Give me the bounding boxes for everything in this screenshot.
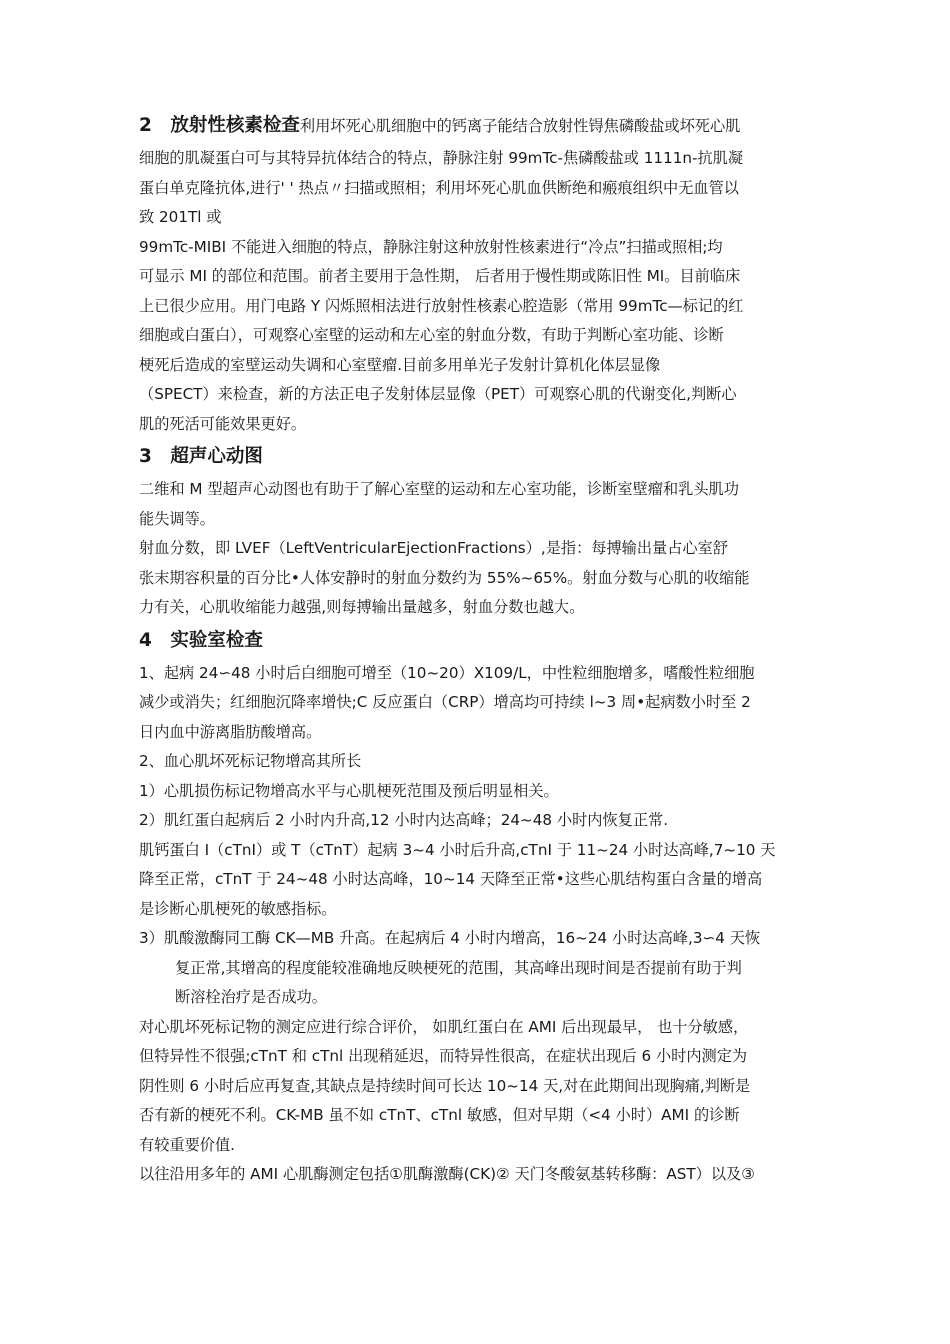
section2-first-line xyxy=(139,108,815,144)
section4-line: 以往沿用多年的 AMI 心肌酶测定包括①肌酶激酶(CK)② 天门冬酸氨基转移酶：AST）以及③ xyxy=(139,1165,755,1183)
section3-line: 二维和 M 型超声心动图也有助于了解心室壁的运动和左心室功能，诊断室壁瘤和乳头肌功 xyxy=(139,480,739,498)
section2-line: 细胞或白蛋白），可观察心室壁的运动和左心室的射血分数，有助于判断心室功能、诊断 xyxy=(139,326,724,344)
section4-heading: 4 实验室检查 xyxy=(139,629,263,651)
section2-line: 上已很少应用。用门电路 Y 闪烁照相法进行放射性核素心腔造影（常用 99mTc—标记的红 xyxy=(139,296,744,315)
section4-line: 有较重要价值. xyxy=(139,1135,235,1154)
section4-line: 否有新的梗死不利。CK-MB 虽不如 cTnT、cTnl 敏感，但对早期（<4 小时）AMI 的诊断 xyxy=(139,1106,740,1124)
section3-line: 力有关，心肌收缩能力越强,则每搏输出量越多，射血分数也越大。 xyxy=(139,598,585,616)
section2-heading: 2 放射性核素检查 xyxy=(139,115,300,136)
section4-line: 2）肌红蛋白起病后 2 小时内升高,12 小时内达高峰；24~48 小时内恢复正常. xyxy=(139,811,669,829)
section4-line: 阴性则 6 小时后应再复查,其缺点是持续时间可长达 10~14 天,对在此期间出现胸痛,判断是 xyxy=(139,1076,751,1095)
section4-line: 1）心肌损伤标记物增高水平与心肌梗死范围及预后明显相关。 xyxy=(139,781,559,800)
section3-line: 射血分数，即 LVEF（LeftVentricularEjectionFractions）,是指：每搏输出量占心室舒 xyxy=(139,539,728,557)
section4-line: 但特异性不很强;cTnT 和 cTnl 出现稍延迟，而特异性很高，在症状出现后 6 小时内测定为 xyxy=(139,1047,748,1065)
section4-line: 日内血中游离脂肪酸增高。 xyxy=(139,722,322,741)
section2-line: 肌的死活可能效果更好。 xyxy=(139,414,307,433)
section2-line: 致 201Tl 或 xyxy=(139,208,222,226)
document-body xyxy=(139,108,815,1190)
section4-line: 是诊断心肌梗死的敏感指标。 xyxy=(139,899,337,918)
section4-line: 减少或消失；红细胞沉降率增快;C 反应蛋白（CRP）增高均可持续 l~3 周•起病数小时至 2 xyxy=(139,693,751,711)
section4-line: 3）肌酸激酶同工酶 CK—MB 升高。在起病后 4 小时内增高，16~24 小时达高峰,3∽4 天恢 xyxy=(139,929,761,947)
section4-line: 降至正常，cTnT 于 24~48 小时达高峰，10~14 天降至正常•这些心肌结构蛋白含量的增高 xyxy=(139,870,763,888)
section4-line: 肌钙蛋白 I（cTnI）或 T（cTnT）起病 3~4 小时后升高,cTnI 于 11~24 小时达高峰,7~10 天 xyxy=(139,840,776,859)
section4-line: 2、血心肌坏死标记物增高其所长 xyxy=(139,752,362,770)
section4-indented-line: 复正常,其增高的程度能较准确地反映梗死的范围，其高峰出现时间是否提前有助于判 xyxy=(175,958,742,977)
section2-line: 梗死后造成的室壁运动失调和心室壁瘤.目前多用单光子发射计算机化体层显像 xyxy=(139,355,661,374)
section4-indented-line: 断溶栓治疗是否成功。 xyxy=(175,988,327,1006)
section2-line: （SPECT）来检查，新的方法正电子发射体层显像（PET）可观察心肌的代谢变化,判断心 xyxy=(139,385,737,403)
section4-line: 对心肌坏死标记物的测定应进行综合评价， 如肌红蛋白在 AMI 后出现最早， 也十分敏感， xyxy=(139,1017,749,1036)
section4-line: 1、起病 24∽48 小时后白细胞可增至（10~20）X109/L，中性粒细胞增多，嗜酸性粒细胞 xyxy=(139,663,755,682)
section2-line: 细胞的肌凝蛋白可与其特异抗体结合的特点，静脉注射 99mTc-焦磷酸盐或 1111n-抗肌凝 xyxy=(139,149,744,167)
section2-line: 蛋白单克隆抗体,进行' ' 热点〃扫描或照相；利用坏死心肌血供断绝和瘢痕组织中无血管以 xyxy=(139,178,739,197)
section2-text: 利用坏死心肌细胞中的钙离子能结合放射性锝焦磷酸盐或坏死心肌 xyxy=(299,117,741,135)
section3-heading: 3 超声心动图 xyxy=(139,446,263,467)
section3-line: 能失调等。 xyxy=(139,509,215,528)
section2-line: 可显示 MI 的部位和范围。前者主要用于急性期， 后者用于慢性期或陈旧性 MI。目前临床 xyxy=(139,267,741,285)
section3-line: 张末期容积量的百分比•人体安静时的射血分数约为 55%~65%。射血分数与心肌的收缩能 xyxy=(139,568,750,587)
section2-line: 99mTc-MIBI 不能进入细胞的特点，静脉注射这种放射性核素进行“冷点”扫描或照相;均 xyxy=(139,237,723,256)
